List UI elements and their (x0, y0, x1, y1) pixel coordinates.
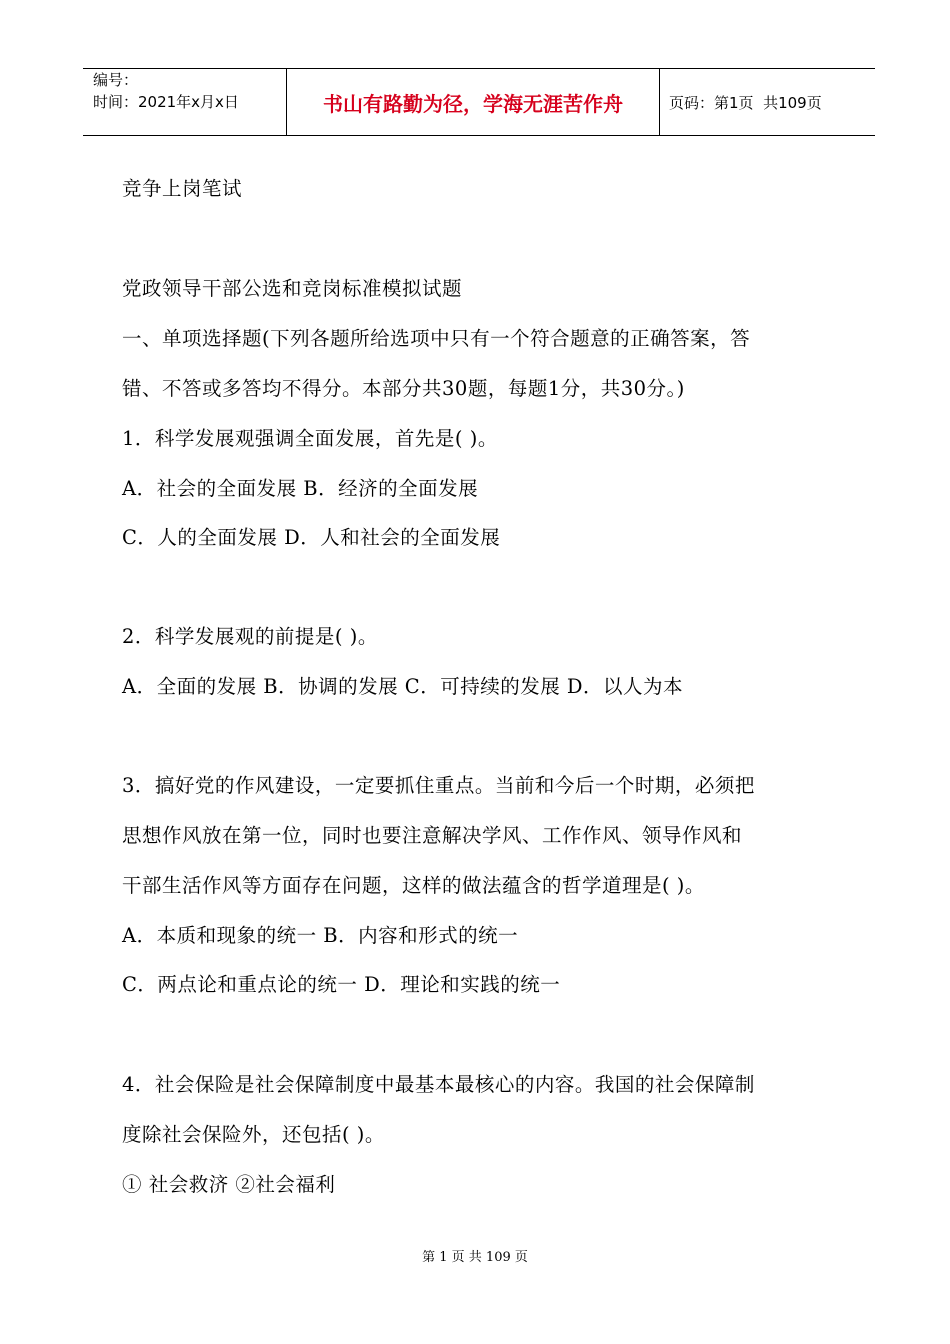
question-1-options-ab: A．社会的全面发展 B．经济的全面发展 (122, 477, 479, 500)
header-page-label: 页码：第1页 共109页 (669, 93, 822, 112)
header-motto: 书山有路勤为径，学海无涯苦作舟 (323, 91, 623, 116)
question-3: 3．搞好党的作风建设，一定要抓住重点。当前和今后一个时期，必须把 (122, 774, 755, 797)
header-page-number (669, 69, 875, 135)
document-number-label: 编号： (93, 71, 139, 89)
question-1: 1．科学发展观强调全面发展，首先是( )。 (122, 427, 498, 450)
section-heading-continued: 错、不答或多答均不得分。本部分共30题，每题1分，共30分。) (122, 377, 685, 400)
question-4: 4．社会保险是社会保障制度中最基本最核心的内容。我国的社会保障制 (122, 1073, 755, 1096)
section-heading: 一、单项选择题(下列各题所给选项中只有一个符合题意的正确答案，答 (122, 327, 751, 350)
question-4-continued: 度除社会保险外，还包括( )。 (122, 1123, 385, 1146)
header-divider (659, 69, 660, 135)
question-3-options-cd: C．两点论和重点论的统一 D．理论和实践的统一 (122, 973, 561, 996)
document-title: 竞争上岗笔试 (122, 177, 243, 200)
header-meta (83, 69, 286, 135)
question-4-items: ① 社会救济 ②社会福利 (122, 1173, 336, 1196)
question-3-options-ab: A．本质和现象的统一 B．内容和形式的统一 (122, 924, 519, 947)
question-1-options-cd: C．人的全面发展 D．人和社会的全面发展 (122, 526, 501, 549)
document-date: 时间：2021年x月x日 (93, 93, 239, 111)
question-2: 2．科学发展观的前提是( )。 (122, 625, 378, 648)
page-header (83, 68, 875, 136)
page-footer: 第 1 页 共 109 页 (422, 1250, 528, 1265)
question-3-continued-2: 干部生活作风等方面存在问题，这样的做法蕴含的哲学道理是( )。 (122, 874, 705, 897)
question-2-options: A．全面的发展 B．协调的发展 C．可持续的发展 D．以人为本 (122, 675, 684, 698)
exam-title: 党政领导干部公选和竞岗标准模拟试题 (122, 277, 463, 300)
question-3-continued: 思想作风放在第一位，同时也要注意解决学风、工作作风、领导作风和 (122, 824, 743, 847)
